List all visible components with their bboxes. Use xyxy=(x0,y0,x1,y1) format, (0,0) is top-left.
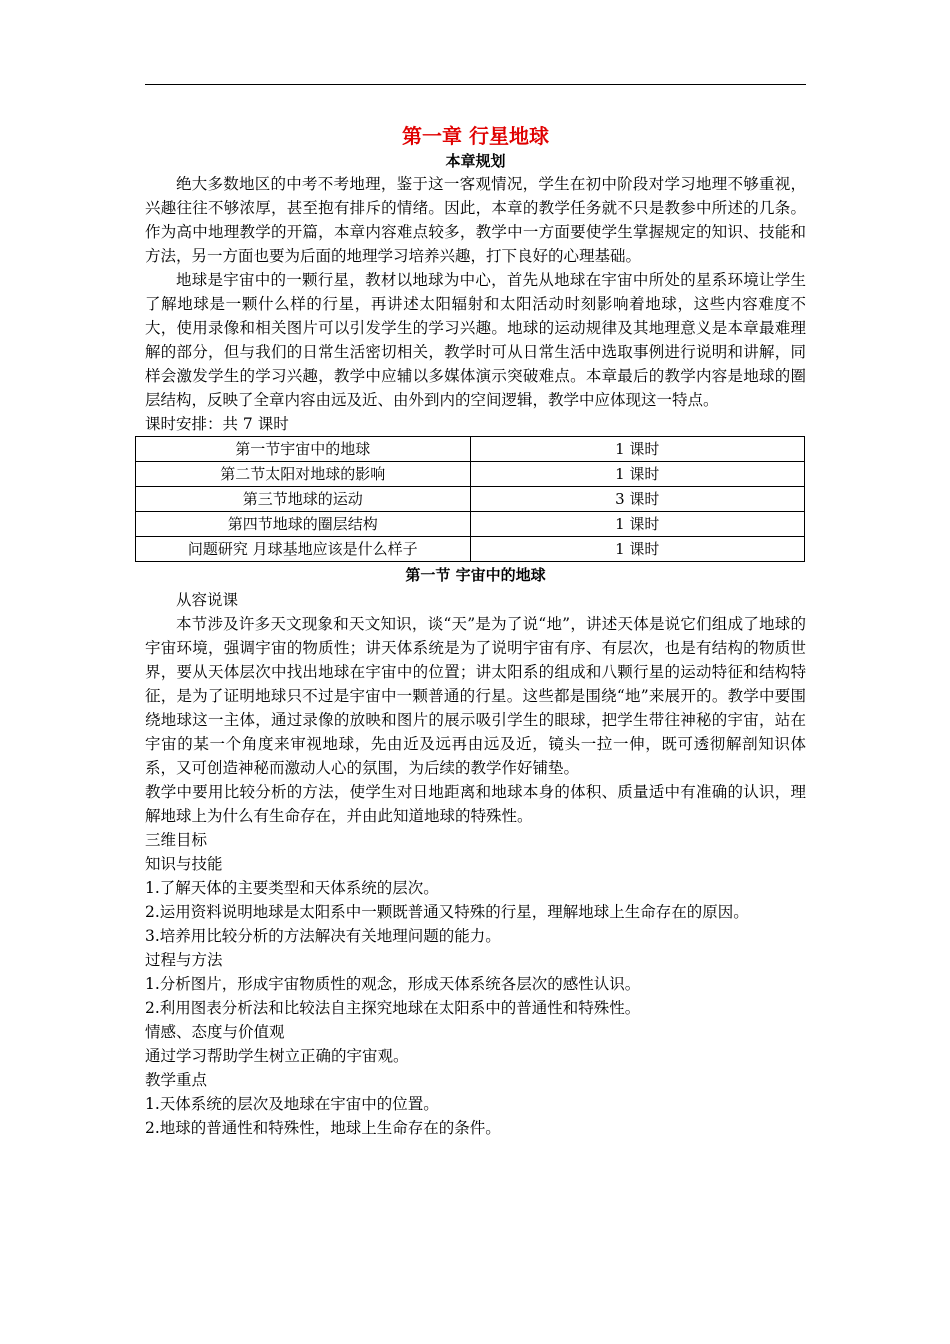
schedule-section-name: 第四节地球的圈层结构 xyxy=(136,512,471,537)
list-item: 2.地球的普通性和特殊性，地球上生命存在的条件。 xyxy=(145,1119,501,1137)
schedule-section-name: 第二节太阳对地球的影响 xyxy=(136,462,471,487)
list-item: 通过学习帮助学生树立正确的宇宙观。 xyxy=(145,1047,409,1065)
heading-three-dimension-goals: 三维目标 xyxy=(145,831,208,849)
schedule-hours: 1 课时 xyxy=(470,512,805,537)
lesson-paragraph: 本节涉及许多天文现象和天文知识，谈“天”是为了说“地”，讲述天体是说它们组成了地球的宇宙环境，强调宇宙的物质性；讲天体系统是为了说明宇宙有序、有层次，也是有结构的物质世界，要从天体层次中找出地球在宇宙中的位置；讲太阳系的组成和八颗行星的运动特征和结构特征，是为了证明地球只不过是宇宙中一颗普通的行星。这些都是围绕“地”来展开的。教学中要围绕地球这一主体，通过录像的放映和图片的展示吸引学生的眼球，把学生带往神秘的宇宙，站在宇宙的某一个角度来审视地球，先由近及远再由远及近，镜头一拉一伸，既可透彻解剖知识体系，又可创造神秘而激动人心的氛围，为后续的教学作好铺垫。 xyxy=(145,615,806,777)
list-item: 2.利用图表分析法和比较法自主探究地球在太阳系中的普通性和特殊性。 xyxy=(145,999,641,1017)
list-item: 2.运用资料说明地球是太阳系中一颗既普通又特殊的行星，理解地球上生命存在的原因。 xyxy=(145,903,749,921)
list-item: 3.培养用比较分析的方法解决有关地理问题的能力。 xyxy=(145,927,501,945)
lesson-paragraph-tail: 教学中要用比较分析的方法，使学生对日地距离和地球本身的体积、质量适中有准确的认识，理解地球上为什么有生命存在，并由此知道地球的特殊性。 xyxy=(145,783,806,825)
lesson-heading: 从容说课 xyxy=(176,591,239,609)
heading-emotion-values: 情感、态度与价值观 xyxy=(145,1023,285,1041)
intro-paragraph: 地球是宇宙中的一颗行星，教材以地球为中心，首先从地球在宇宙中所处的星系环境让学生了解地球是一颗什么样的行星，再讲述太阳辐射和太阳活动时刻影响着地球，这些内容难度不大，使用录像和相关图片可以引发学生的学习兴趣。地球的运动规律及其地理意义是本章最难理解的部分，但与我们的日常生活密切相关，教学时可从日常生活中选取事例进行说明和讲解，同样会激发学生的学习兴趣，教学中应辅以多媒体演示突破难点。本章最后的教学内容是地球的圈层结构，反映了全章内容由远及近、由外到内的空间逻辑，教学中应体现这一特点。 xyxy=(145,271,806,409)
schedule-section-name: 问题研究 月球基地应该是什么样子 xyxy=(136,537,471,562)
header-rule xyxy=(145,84,806,85)
list-item: 1.了解天体的主要类型和天体系统的层次。 xyxy=(145,879,439,897)
schedule-table xyxy=(135,436,805,562)
schedule-label: 课时安排：共 7 课时 xyxy=(145,415,289,433)
schedule-hours: 1 课时 xyxy=(470,462,805,487)
schedule-hours: 1 课时 xyxy=(470,437,805,462)
heading-knowledge-skills: 知识与技能 xyxy=(145,855,223,873)
table-row xyxy=(136,537,805,562)
schedule-hours: 1 课时 xyxy=(470,537,805,562)
chapter-subtitle: 本章规划 xyxy=(445,152,506,170)
schedule-section-name: 第三节地球的运动 xyxy=(136,487,471,512)
table-row xyxy=(136,462,805,487)
list-item: 1.分析图片，形成宇宙物质性的观念，形成天体系统各层次的感性认识。 xyxy=(145,975,641,993)
chapter-title: 第一章 行星地球 xyxy=(402,124,549,148)
heading-teaching-focus: 教学重点 xyxy=(145,1071,208,1089)
schedule-hours: 3 课时 xyxy=(470,487,805,512)
table-row xyxy=(136,437,805,462)
intro-paragraph: 绝大多数地区的中考不考地理，鉴于这一客观情况，学生在初中阶段对学习地理不够重视，兴趣往往不够浓厚，甚至抱有排斥的情绪。因此，本章的教学任务就不只是教参中所述的几条。作为高中地理教学的开篇，本章内容难点较多，教学中一方面要使学生掌握规定的知识、技能和方法，另一方面也要为后面的地理学习培养兴趣，打下良好的心理基础。 xyxy=(145,175,806,265)
schedule-section-name: 第一节宇宙中的地球 xyxy=(136,437,471,462)
table-row xyxy=(136,512,805,537)
table-row xyxy=(136,487,805,512)
list-item: 1.天体系统的层次及地球在宇宙中的位置。 xyxy=(145,1095,439,1113)
section-title: 第一节 宇宙中的地球 xyxy=(405,566,546,584)
document-body xyxy=(145,122,806,1140)
heading-process-method: 过程与方法 xyxy=(145,951,223,969)
